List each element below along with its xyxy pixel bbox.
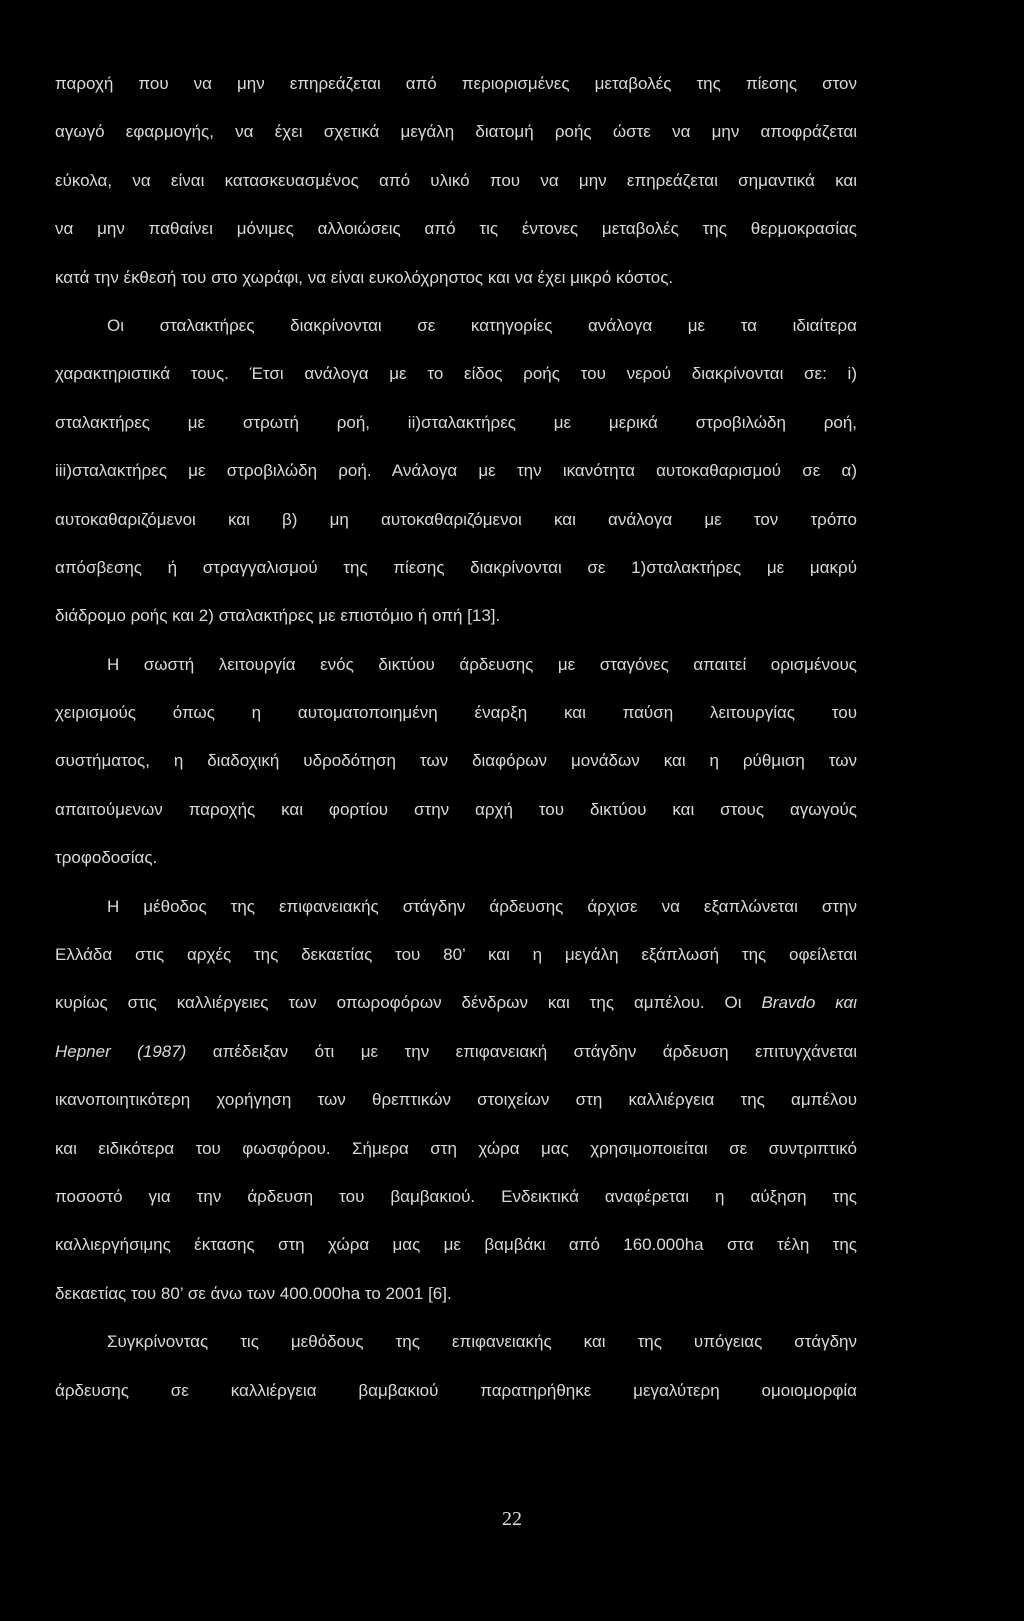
text-line: ικανοποιητικότερη χορήγηση των θρεπτικών στοιχείων στη καλλιέργεια της αμπέλου [55,1090,857,1110]
text-line: κατά την έκθεσή του στο χωράφι, να είναι ευκολόχρηστος και να έχει μικρό κόστος. [55,267,674,287]
text-line: άρδευσης σε καλλιέργεια βαμβακιού παρατηρήθηκε μεγαλύτερη ομοιομορφία [55,1380,857,1400]
text-line: απόσβεσης ή στραγγαλισμού της πίεσης διακρίνονται σε 1)σταλακτήρες με μακρύ [55,557,857,577]
paragraph-start-line: Συγκρίνοντας τις μεθόδους της επιφανειακής και της υπόγειας στάγδην [107,1332,857,1352]
text-line-with-citation [55,1028,857,1076]
text-line: τροφοδοσίας. [55,848,158,868]
author-citation: Bravdo και [761,993,857,1013]
body-text [55,60,857,1415]
text-line: απαιτούμενων παροχής και φορτίου στην αρχή του δικτύου και στους αγωγούς [55,799,857,819]
text-line: σταλακτήρες με στρωτή ροή, ii)σταλακτήρες με μερικά στροβιλώδη ροή, [55,412,857,432]
text-line-with-citation [55,979,857,1027]
text-line: Ελλάδα στις αρχές της δεκαετίας του 80’ και η μεγάλη εξάπλωσή της οφείλεται [55,945,857,965]
author-citation: Hepner (1987) [55,1041,187,1061]
text-line: δεκαετίας του 80’ σε άνω των 400.000ha το 2001 [6]. [55,1283,452,1303]
text-line: να μην παθαίνει μόνιμες αλλοιώσεις από τις έντονες μεταβολές της θερμοκρασίας [55,219,857,239]
paragraph-start-line: Η μέθοδος της επιφανειακής στάγδην άρδευσης άρχισε να εξαπλώνεται στην [107,896,857,916]
page-number: 22 [502,1508,522,1530]
text-line: αυτοκαθαριζόμενοι και β) μη αυτοκαθαριζόμενοι και ανάλογα με τον τρόπο [55,509,857,529]
text-line: ποσοστό για την άρδευση του βαμβακιού. Ενδεικτικά αναφέρεται η αύξηση της [55,1186,857,1206]
text-line: συστήματος, η διαδοχική υδροδότηση των διαφόρων μονάδων και η ρύθμιση των [55,751,857,771]
text-line: καλλιεργήσιμης έκτασης στη χώρα μας με βαμβάκι από 160.000ha στα τέλη της [55,1235,857,1255]
text-line: αγωγό εφαρμογής, να έχει σχετικά μεγάλη διατομή ροής ώστε να μην αποφράζεται [55,122,857,142]
text-line: παροχή που να μην επηρεάζεται από περιορισμένες μεταβολές της πίεσης στον [55,74,857,93]
text-line: χαρακτηριστικά τους. Έτσι ανάλογα με το είδος ροής του νερού διακρίνονται σε: i) [55,364,857,384]
text-segment: κυρίως στις καλλιέργειες των οπωροφόρων δένδρων και της αμπέλου. Οι [55,993,762,1013]
text-line: εύκολα, να είναι κατασκευασμένος από υλικό που να μην επηρεάζεται σημαντικά και [55,170,857,190]
paragraph-start-line: Οι σταλακτήρες διακρίνονται σε κατηγορίες ανάλογα με τα ιδιαίτερα [107,315,857,335]
text-line: χειρισμούς όπως η αυτοματοποιημένη έναρξη και παύση λειτουργίας του [55,703,857,723]
text-line: διάδρομο ροής και 2) σταλακτήρες με επιστόμιο ή οπή [13]. [55,606,501,626]
text-segment: απέδειξαν ότι με την επιφανειακή στάγδην άρδευση επιτυγχάνεται [186,1041,858,1061]
text-line: και ειδικότερα του φωσφόρου. Σήμερα στη χώρα μας χρησιμοποιείται σε συντριπτικό [55,1138,857,1158]
text-line: iii)σταλακτήρες με στροβιλώδη ροή. Ανάλογα με την ικανότητα αυτοκαθαρισμού σε α) [55,461,857,481]
paragraph-start-line: Η σωστή λειτουργία ενός δικτύου άρδευσης με σταγόνες απαιτεί ορισμένους [107,654,857,674]
